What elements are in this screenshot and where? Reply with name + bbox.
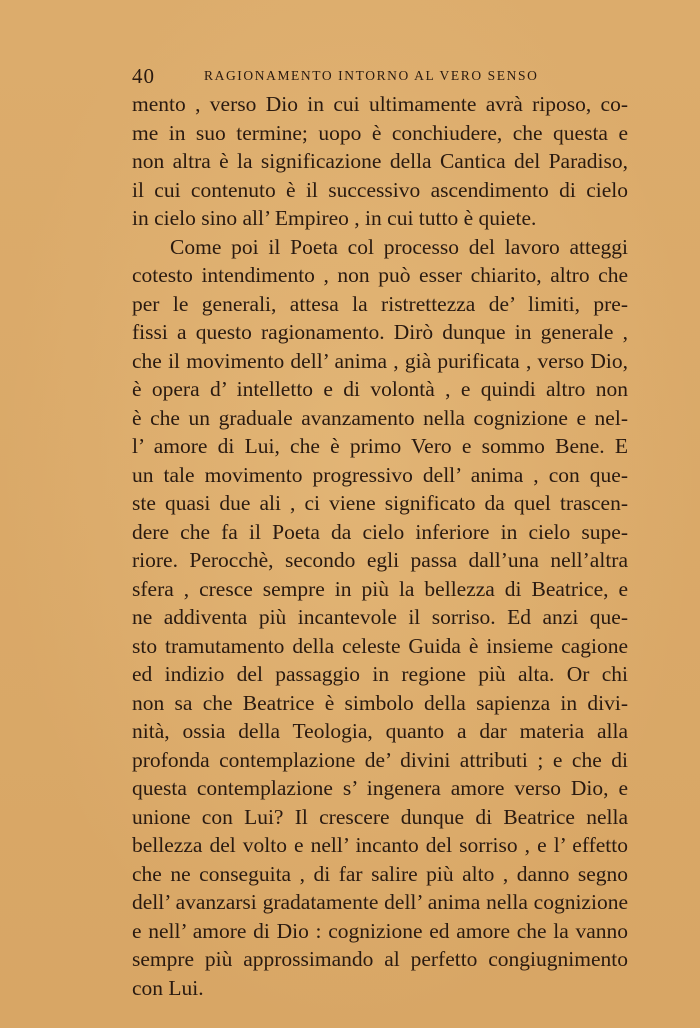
text-line: non sa che Beatrice è simbolo della sapienza in divi- — [132, 690, 628, 715]
running-head — [132, 64, 632, 86]
text-line: per le generali, attesa la ristrettezza de’ limiti, pre- — [132, 291, 628, 316]
running-title: RAGIONAMENTO INTORNO AL VERO SENSO — [204, 68, 539, 83]
text-line: ste quasi due ali , ci viene significato da quel trascen- — [132, 491, 628, 515]
text-line: non altra è la significazione della Cantica del Paradiso, — [132, 149, 628, 173]
text-line: sto tramutamento della celeste Guida è insieme cagione — [132, 633, 628, 658]
body-text — [132, 90, 628, 1002]
text-line: questa contemplazione s’ ingenera amore verso Dio, e — [132, 776, 628, 800]
text-line: cotesto intendimento , non può esser chiarito, altro che — [132, 263, 628, 287]
paragraph-first-line: Come poi il Poeta col processo del lavoro atteggi — [170, 234, 628, 259]
text-line: sfera , cresce sempre in più la bellezza di Beatrice, e — [132, 576, 628, 601]
text-line: ed indizio del passaggio in regione più alta. Or chi — [132, 662, 628, 686]
text-line: riore. Perocchè, secondo egli passa dall’una nell’altra — [132, 548, 628, 572]
text-line: ne addiventa più incantevole il sorriso. Ed anzi que- — [132, 605, 628, 629]
text-line: bellezza del volto e nell’ incanto del sorriso , e l’ effetto — [132, 833, 628, 857]
text-line: nità, ossia della Teologia, quanto a dar materia alla — [132, 719, 628, 743]
text-line: che ne conseguita , di far salire più alto , danno segno — [132, 861, 628, 886]
text-line: dere che fa il Poeta da cielo inferiore in cielo supe- — [132, 519, 628, 544]
text-line: mento , verso Dio in cui ultimamente avrà riposo, co- — [132, 92, 628, 116]
text-line: un tale movimento progressivo dell’ anima , con que- — [132, 462, 628, 487]
text-line: sempre più approssimando al perfetto congiugnimento — [132, 947, 628, 971]
text-line: con Lui. — [132, 975, 204, 1000]
text-line: dell’ avanzarsi gradatamente dell’ anima nella cognizione — [132, 890, 628, 914]
text-line: unione con Lui? Il crescere dunque di Beatrice nella — [132, 804, 628, 829]
text-line: e nell’ amore di Dio : cognizione ed amore che la vanno — [132, 918, 628, 943]
text-line: fissi a questo ragionamento. Dirò dunque in generale , — [132, 320, 628, 344]
text-line: in cielo sino all’ Empireo , in cui tutto è quiete. — [132, 206, 537, 230]
text-line: l’ amore di Lui, che è primo Vero e sommo Bene. E — [132, 434, 628, 458]
text-line: profonda contemplazione de’ divini attributi ; e che di — [132, 747, 628, 772]
text-line: che il movimento dell’ anima , già purificata , verso Dio, — [132, 348, 628, 373]
text-line: è che un graduale avanzamento nella cognizione e nel- — [132, 405, 628, 430]
text-line: me in suo termine; uopo è conchiudere, che questa e — [132, 120, 628, 145]
text-line: è opera d’ intelletto e di volontà , e quindi altro non — [132, 377, 628, 401]
page-number: 40 — [132, 64, 155, 88]
text-line: il cui contenuto è il successivo ascendimento di cielo — [132, 177, 628, 202]
